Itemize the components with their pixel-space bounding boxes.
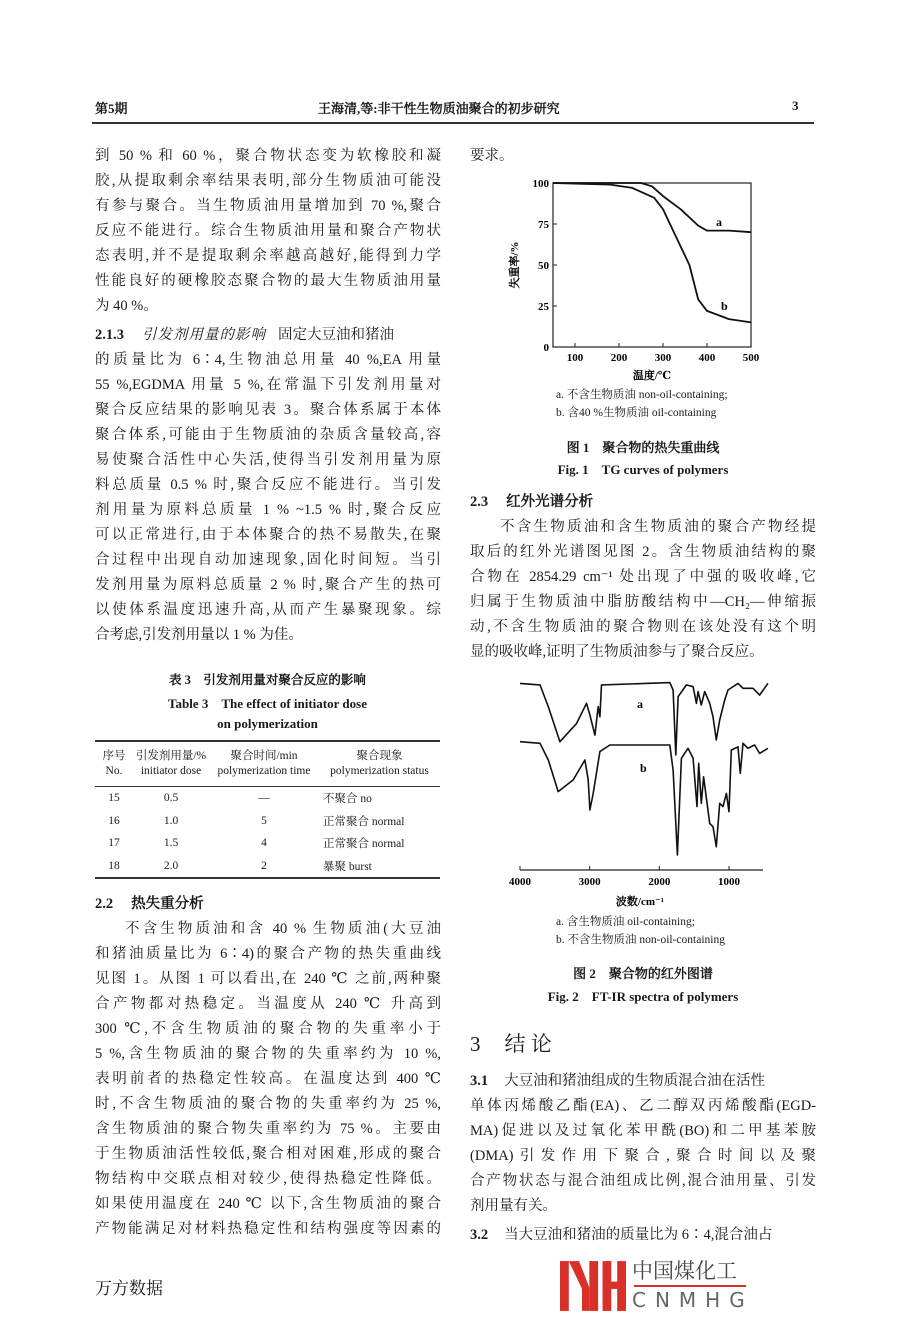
text-line: 合产物都对热稳定。当温度从 240 ℃ 升高到 [95,996,441,1012]
text-line: MA)促进以及过氧化苯甲酰(BO)和二甲基苯胺 [470,1123,816,1139]
y-tick-label: 0 [543,342,549,354]
table-3 [95,740,440,879]
cell-dose: 1.5 [163,837,179,850]
journal-issue: 第5期 [95,101,128,116]
cell-no: 15 [108,792,120,805]
text-line: 料总质量 0.5 % 时,聚合反应不能进行。当引发 [95,477,441,493]
text-line: 物结构中交联点相对较少,使得热稳定性降低。 [95,1171,441,1187]
y-tick-label: 100 [532,178,549,190]
series-a-spectrum [520,683,768,755]
text-line: 易使聚合活性中心失活,使得当引发剂用量为原 [95,452,441,468]
section-2-3 [470,490,816,665]
table-header-row [95,741,440,787]
x-tick-label: 4000 [509,876,531,888]
series-b-spectrum [520,742,768,855]
section-2-2 [95,892,441,1242]
text-line: 合过程中出现自动加速现象,固化时间短。当引 [95,552,441,568]
text-line: 归属于生物质油中脂肪酸结构中—CH₂—伸缩振 [470,594,816,610]
watermark-cn: 中国煤化工 [632,1259,737,1283]
cell-no: 17 [108,837,120,850]
x-axis-label: 波数/cm⁻¹ [615,896,665,908]
text-line: 合考虑,引发剂用量以 1 % 为佳。 [95,627,303,643]
cell-dose: 2.0 [163,859,179,872]
cell-status: 正常聚合 normal [323,838,405,851]
text-line: 55 %,EGDMA 用量 5 %,在常温下引发剂用量对 [95,377,441,393]
text-line: 5 %,含生物质油的聚合物的失重率约为 10 %, [95,1046,441,1062]
text-line: 单体丙烯酸乙酯(EA)、乙二醇双丙烯酸酯(EGD- [470,1098,816,1114]
watermark-en: CNMHG [632,1288,754,1312]
table-row [95,855,440,879]
cell-time: 2 [261,859,267,872]
text-line: 剂用量为原料总质量 1 % ~1.5 % 时,聚合反应 [95,502,441,518]
text-line: 不含生物质油和含生物质油的聚合产物经提 [500,519,816,535]
section-3-heading [470,1028,552,1058]
paragraph-body [95,348,441,648]
table-title-cn: 表 3 引发剂用量对聚合反应的影响 [169,673,366,687]
text-line: 发剂用量为原料总质量 2 % 时,聚合产生的热可 [95,577,441,593]
text-line: 聚合体系,可能由于生物质油的杂质含量较高,容 [95,427,441,443]
fig2-legend-b: b. 不含生物质油 non-oil-containing [556,934,725,946]
table-title-en-2: on polymerization [217,716,318,731]
text-line: 胶,从提取剩余率结果表明,部分生物质油可能没 [95,173,441,189]
section-number: 2.2 [95,896,114,912]
cell-time: — [258,792,270,805]
x-tick-label: 200 [610,352,628,364]
section-title: 热失重分析 [131,896,204,912]
continued-text [470,144,816,169]
figure-1-tg-chart [460,170,800,384]
text-line: 到 50 % 和 60 %，聚合物状态变为软橡胶和凝 [95,148,441,164]
text-line: 有参与聚合。当生物质油用量增加到 70 %,聚合 [95,198,441,214]
section-number: 2.1.3 [95,327,124,343]
fig1-caption-en: Fig. 1 TG curves of polymers [557,462,729,477]
series-a-label: a [716,215,722,229]
text-line: (DMA)引发作用下聚合,聚合时间以及聚 [470,1148,816,1164]
fig1-caption-cn: 图 1 聚合物的热失重曲线 [566,440,720,455]
x-tick-label: 400 [698,352,716,364]
y-tick-label: 25 [538,301,549,313]
left-paragraph-1 [95,144,441,319]
text-line: 的质量比为 6∶4,生物油总用量 40 %,EA 用量 [95,352,441,368]
x-tick-label: 100 [566,352,584,364]
cell-no: 18 [108,859,120,872]
cell-status: 暴聚 burst [323,860,372,873]
paragraph-body [470,1094,816,1219]
x-tick-label: 3000 [578,876,601,888]
text-line: 聚合反应结果的影响见表 3。聚合体系属于本体 [95,402,441,418]
text-line: 合物在 2854.29 cm⁻¹ 处出现了中强的吸收峰,它 [470,569,816,585]
text-line: 取后的红外光谱图见图 2。含生物质油结构的聚 [470,544,816,560]
x-tick-label: 500 [742,352,760,364]
page-number: 3 [792,98,799,113]
section-heading [95,892,441,917]
series-b-label: b [721,299,728,313]
footer-source: 万方数据 [95,1279,163,1299]
cell-time: 4 [261,837,267,850]
mh-logo-icon [560,1258,626,1314]
paragraph-text: 大豆油和猪油组成的生物质混合油在活性 [504,1073,766,1089]
paragraph-text: 要求。 [470,148,514,164]
text-line: 表明前者的热稳定性较高。在温度达到 400 ℃ [95,1071,441,1087]
col-header-time: 聚合时间/min polymerization time [217,750,311,777]
cell-status: 正常聚合 normal [323,815,405,828]
section-heading-line [95,323,441,348]
col-header-no: 序号 No. [102,750,126,777]
table-row [95,810,440,833]
fig1-legend-a: a. 不含生物质油 non-oil-containing; [556,389,728,401]
cell-dose: 0.5 [163,792,179,805]
paragraph-first-line [470,1223,816,1248]
text-line: 含生物质油的聚合物失重率约为 75 %。主要由 [95,1121,441,1137]
text-line: 可以正常进行,由于本体聚合的热不易散失,在聚 [95,527,441,543]
text-line: 态表明,并不是提取剩余率越高越好,能得到力学 [95,248,441,264]
header-rule [92,122,814,124]
watermark-logo [560,1258,790,1314]
text-line: 反应不能进行。综合生物质油用量和聚合产物状 [95,223,441,239]
running-title: 王海清,等:非干性生物质油聚合的初步研究 [318,101,560,116]
text-line: 性能良好的硬橡胶态聚合物的最大生物质油用量 [95,273,441,289]
text-line: 见图 1。从图 1 可以看出,在 240 ℃ 之前,两种聚 [95,971,441,987]
table-row [95,832,440,855]
paragraph-text: 当大豆油和猪油的质量比为 6∶4,混合油占 [504,1227,773,1243]
text-line: 为 40 %。 [95,298,158,314]
section-2-1-3 [95,323,441,648]
fig1-legend-b: b. 含40 %生物质油 oil-containing [556,407,717,419]
watermark-rule [634,1285,746,1287]
section-number: 3.1 [470,1073,489,1089]
cell-dose: 1.0 [163,814,179,827]
x-tick-label: 300 [654,352,672,364]
text-line: 于生物质油活性较低,聚合相对困难,形成的聚合 [95,1146,441,1162]
col-header-status: 聚合现象 polymerization status [330,750,429,777]
paragraph-body [95,917,441,1242]
text-line: 时,不含生物质油的聚合物的失重率约为 25 %, [95,1096,441,1112]
section-number: 2.3 [470,494,489,510]
text-line: 剂用量有关。 [470,1198,557,1214]
series-a-label: a [637,697,643,711]
x-axis-label: 温度/℃ [632,370,672,382]
y-axis-label: 失重率/% [509,241,521,289]
section-title: 红外光谱分析 [506,494,594,510]
x-tick-label: 2000 [648,876,671,888]
fig2-caption-en: Fig. 2 FT-IR spectra of polymers [547,989,739,1004]
cell-time: 5 [261,814,267,827]
text-line: 如果使用温度在 240 ℃ 以下,含生物质油的聚合 [95,1196,441,1212]
plot-frame [553,183,751,347]
series-b-label: b [640,761,647,775]
text-line: 显的吸收峰,证明了生物质油参与了聚合反应。 [470,644,764,660]
cell-status: 不聚合 no [323,793,372,806]
text-line: 以使体系温度迅速升高,从而产生暴聚现象。综 [95,602,441,618]
text-line: 合产物状态与混合油组成比例,混合油用量、引发 [470,1173,816,1189]
fig2-legend-a: a. 含生物质油 oil-containing; [556,916,695,928]
text-line: 不含生物质油和含 40 % 生物质油(大豆油 [125,921,441,937]
table-row [95,787,440,810]
figure-2-ir-chart [490,670,790,910]
table-title-en: Table 3 The effect of initiator dose [168,696,367,711]
text-line: 和猪油质量比为 6∶4)的聚合产物的热失重曲线 [95,946,441,962]
paragraph-body [470,515,816,665]
paragraph-first-line [470,1069,816,1094]
y-tick-label: 75 [538,219,549,231]
paragraph-text: 固定大豆油和猪油 [278,327,394,343]
section-title: 结 论 [504,1032,552,1056]
section-number: 3 [470,1032,481,1056]
fig2-caption-cn: 图 2 聚合物的红外图谱 [573,966,713,981]
text-line: 300 ℃,不含生物质油的聚合物的失重率小于 [95,1021,441,1037]
section-title: 引发剂用量的影响 [142,327,266,343]
section-3-1 [470,1069,816,1248]
text-line: 动,不含生物质油的聚合物则在该处没有这个明 [470,619,816,635]
section-heading [470,490,816,515]
text-line: 产物能满足对材料热稳定性和结构强度等因素的 [95,1221,441,1237]
section-number: 3.2 [470,1227,489,1243]
x-tick-label: 1000 [718,876,740,888]
y-tick-label: 50 [538,260,549,272]
cell-no: 16 [108,814,120,827]
col-header-dose: 引发剂用量/% initiator dose [135,750,207,777]
